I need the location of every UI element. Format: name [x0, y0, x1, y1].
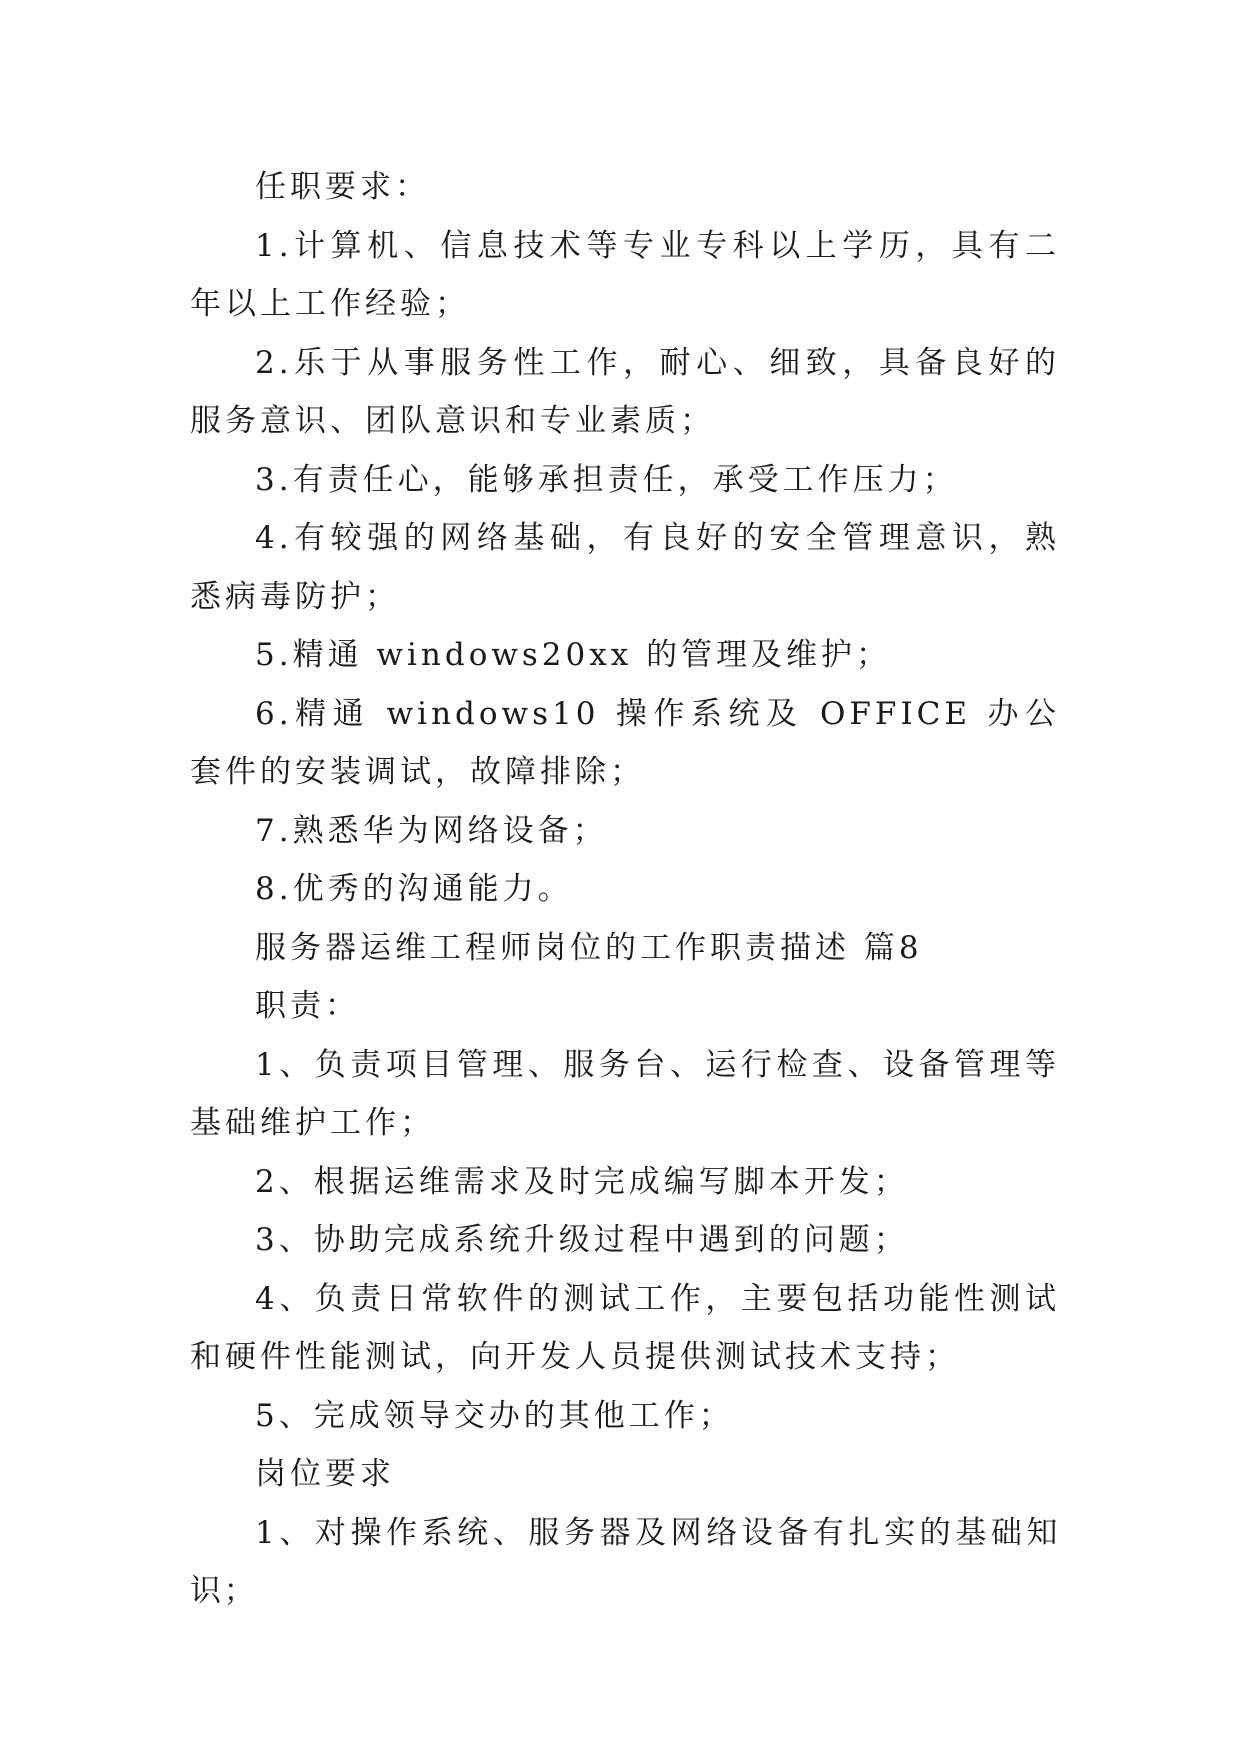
document-body: [190, 158, 1060, 1621]
paragraph-position-requirements-heading: 岗位要求: [255, 1456, 395, 1492]
paragraph-position-requirement-1: 1、对操作系统、服务器及网络设备有扎实的基础知识；: [190, 1514, 1060, 1609]
paragraph-requirement-7: 7.熟悉华为网络设备；: [255, 812, 608, 849]
section-title: 服务器运维工程师岗位的工作职责描述 篇8: [255, 929, 923, 966]
paragraph-duty-1: 1、负责项目管理、服务台、运行检查、设备管理等基础维护工作；: [190, 1046, 1060, 1141]
paragraph-requirement-3: 3.有责任心，能够承担责任，承受工作压力；: [255, 461, 958, 498]
paragraph-requirement-1: 1.计算机、信息技术等专业专科以上学历，具有二年以上工作经验；: [190, 227, 1060, 322]
paragraph-requirement-5: 5.精通 windows20xx 的管理及维护；: [255, 637, 892, 673]
paragraph-requirement-2: 2.乐于从事服务性工作，耐心、细致，具备良好的服务意识、团队意识和专业素质；: [190, 344, 1060, 439]
paragraph-duty-4: 4、负责日常软件的测试工作，主要包括功能性测试和硬件性能测试，向开发人员提供测试技术支持；: [190, 1280, 1060, 1375]
paragraph-duty-3: 3、协助完成系统升级过程中遇到的问题；: [255, 1222, 909, 1258]
paragraph-duty-2: 2、根据运维需求及时完成编写脚本开发；: [255, 1163, 909, 1200]
paragraph-duties-heading: 职责：: [255, 988, 360, 1024]
paragraph-job-requirements-heading: 任职要求：: [255, 169, 430, 205]
paragraph-requirement-8: 8.优秀的沟通能力。: [255, 871, 573, 907]
paragraph-duty-5: 5、完成领导交办的其他工作；: [255, 1397, 734, 1434]
paragraph-requirement-6: 6.精通 windows10 操作系统及 OFFICE 办公套件的安装调试，故障排除；: [190, 695, 1060, 790]
paragraph-requirement-4: 4.有较强的网络基础，有良好的安全管理意识，熟悉病毒防护；: [190, 520, 1060, 615]
